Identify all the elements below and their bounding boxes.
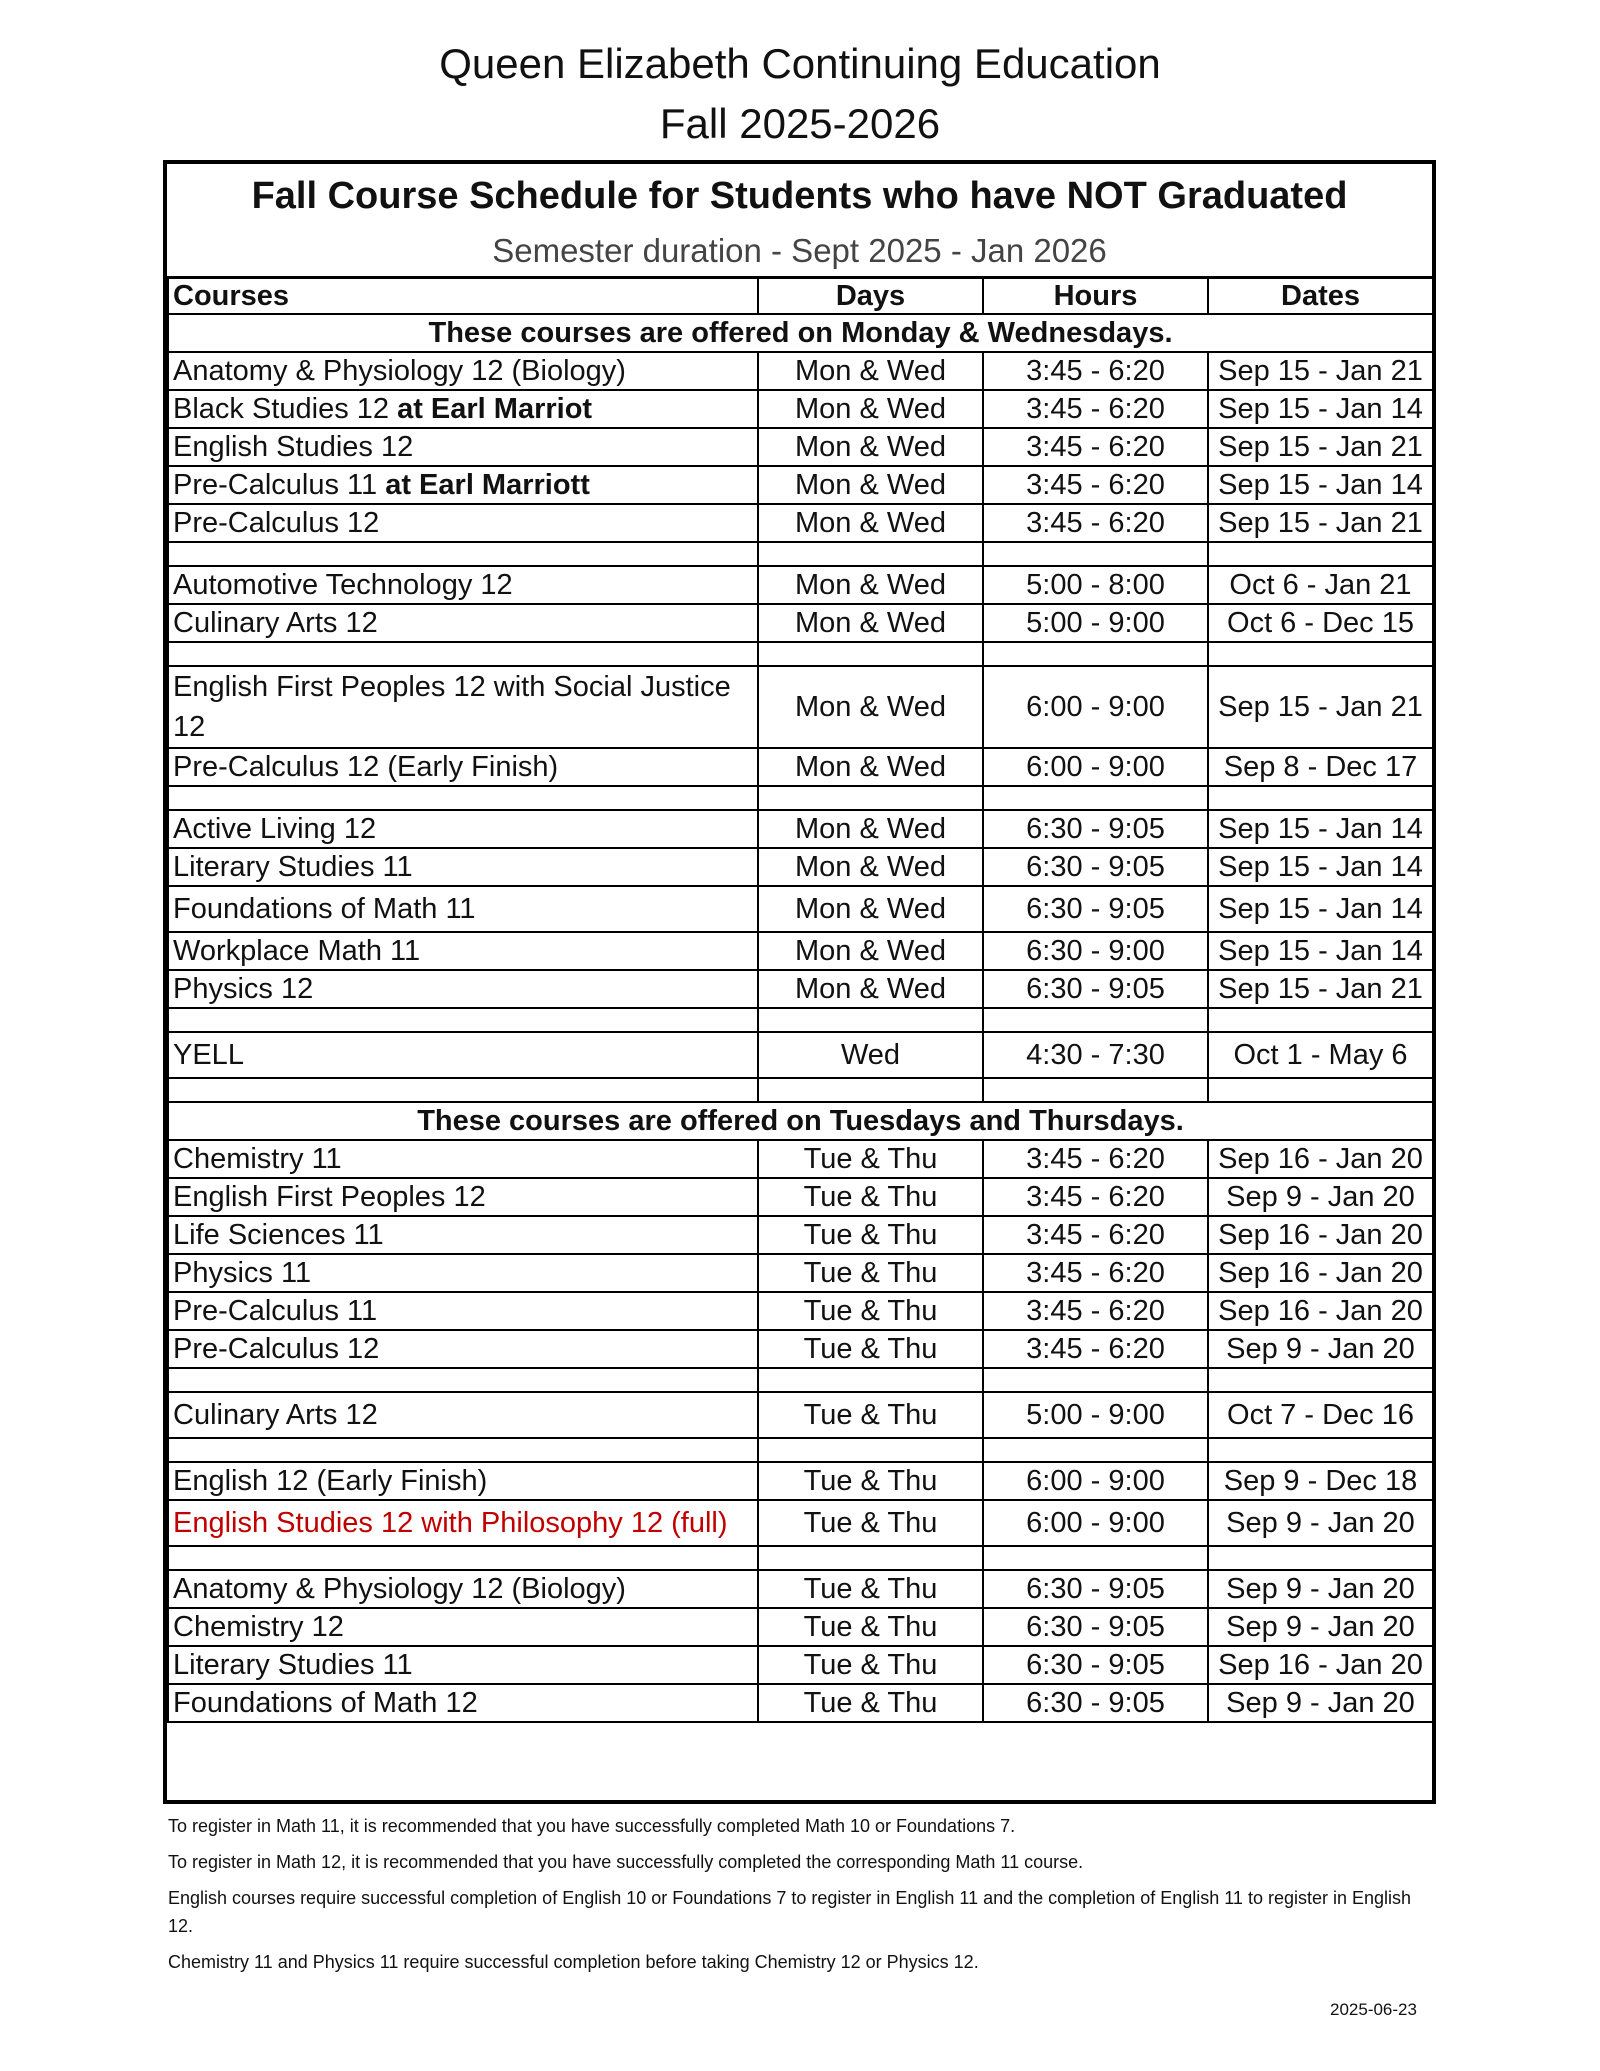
hours-cell: 6:00 - 9:00 [983, 1500, 1208, 1546]
table-row [168, 566, 1433, 604]
days-cell: Tue & Thu [758, 1392, 983, 1438]
hours-cell: 3:45 - 6:20 [983, 1216, 1208, 1254]
dates-cell: Oct 1 - May 6 [1208, 1032, 1433, 1078]
table-row [168, 1178, 1433, 1216]
dates-cell: Sep 15 - Jan 21 [1208, 504, 1433, 542]
hours-cell: 6:30 - 9:05 [983, 1570, 1208, 1608]
hours-cell: 4:30 - 7:30 [983, 1032, 1208, 1078]
column-header-dates: Dates [1208, 278, 1433, 315]
course-cell: Physics 12 [168, 970, 758, 1008]
days-cell: Tue & Thu [758, 1178, 983, 1216]
table-row [168, 1570, 1433, 1608]
dates-cell: Oct 6 - Jan 21 [1208, 566, 1433, 604]
course-name: Pre-Calculus 11 [173, 468, 386, 501]
dates-cell: Sep 9 - Dec 18 [1208, 1462, 1433, 1500]
dates-cell: Sep 9 - Jan 20 [1208, 1500, 1433, 1546]
dates-cell: Sep 16 - Jan 20 [1208, 1140, 1433, 1178]
days-cell: Tue & Thu [758, 1570, 983, 1608]
hours-cell: 6:30 - 9:05 [983, 1646, 1208, 1684]
hours-cell: 6:30 - 9:05 [983, 886, 1208, 932]
dates-cell: Sep 16 - Jan 20 [1208, 1216, 1433, 1254]
table-row [168, 1392, 1433, 1438]
dates-cell: Sep 9 - Jan 20 [1208, 1330, 1433, 1368]
table-row [168, 1330, 1433, 1368]
course-cell: YELL [168, 1032, 758, 1078]
hours-cell: 3:45 - 6:20 [983, 1140, 1208, 1178]
hours-cell: 6:00 - 9:00 [983, 1462, 1208, 1500]
table-row [168, 748, 1433, 786]
schedule-title: Fall Course Schedule for Students who have NOT Graduated [251, 175, 1348, 217]
table-row [168, 666, 1433, 748]
spacer-row [168, 1008, 1433, 1032]
note-math-11: To register in Math 11, it is recommended that you have successfully completed Math 10 or Foundations 7. [168, 1816, 1016, 1836]
course-cell-full: English Studies 12 with Philosophy 12 (full) [168, 1500, 758, 1546]
dates-cell: Sep 15 - Jan 21 [1208, 352, 1433, 390]
days-cell: Mon & Wed [758, 466, 983, 504]
days-cell: Mon & Wed [758, 566, 983, 604]
course-cell: English Studies 12 [168, 428, 758, 466]
days-cell: Mon & Wed [758, 604, 983, 642]
table-row [168, 1216, 1433, 1254]
table-row [168, 1032, 1433, 1078]
hours-cell: 3:45 - 6:20 [983, 1330, 1208, 1368]
course-cell: Chemistry 12 [168, 1608, 758, 1646]
course-cell: Active Living 12 [168, 810, 758, 848]
revision-date: 2025-06-23 [1330, 2000, 1417, 2019]
table-row [168, 886, 1433, 932]
hours-cell: 3:45 - 6:20 [983, 466, 1208, 504]
section-label: These courses are offered on Tuesdays and Thursdays. [168, 1102, 1433, 1140]
days-cell: Tue & Thu [758, 1646, 983, 1684]
spacer-row [168, 1078, 1433, 1102]
hours-cell: 5:00 - 9:00 [983, 1392, 1208, 1438]
note-english: English courses require successful completion of English 10 or Foundations 7 to register in English 11 and the completion of English 11 to register in English 12. [168, 1888, 1412, 1936]
course-cell: Culinary Arts 12 [168, 604, 758, 642]
table-row [168, 1608, 1433, 1646]
hours-cell: 6:30 - 9:05 [983, 1684, 1208, 1722]
days-cell: Mon & Wed [758, 352, 983, 390]
course-location: at Earl Marriot [397, 392, 593, 425]
section-header-mon-wed [168, 314, 1433, 352]
course-cell: Culinary Arts 12 [168, 1392, 758, 1438]
table-row [168, 428, 1433, 466]
spacer-row [168, 642, 1433, 666]
spacer-row [168, 542, 1433, 566]
table-row [168, 848, 1433, 886]
hours-cell: 6:00 - 9:00 [983, 748, 1208, 786]
dates-cell: Sep 9 - Jan 20 [1208, 1608, 1433, 1646]
hours-cell: 3:45 - 6:20 [983, 1178, 1208, 1216]
table-row [168, 604, 1433, 642]
course-cell: Physics 11 [168, 1254, 758, 1292]
course-cell: Foundations of Math 12 [168, 1684, 758, 1722]
spacer-row [168, 1546, 1433, 1570]
dates-cell: Sep 15 - Jan 14 [1208, 390, 1433, 428]
hours-cell: 3:45 - 6:20 [983, 390, 1208, 428]
table-row [168, 1684, 1433, 1722]
course-cell: Anatomy & Physiology 12 (Biology) [168, 1570, 758, 1608]
dates-cell: Sep 15 - Jan 14 [1208, 932, 1433, 970]
days-cell: Tue & Thu [758, 1462, 983, 1500]
days-cell: Tue & Thu [758, 1330, 983, 1368]
dates-cell: Sep 8 - Dec 17 [1208, 748, 1433, 786]
course-cell: English First Peoples 12 with Social Justice 12 [168, 666, 758, 748]
days-cell: Mon & Wed [758, 748, 983, 786]
table-row [168, 390, 1433, 428]
table-row [168, 1500, 1433, 1546]
days-cell: Mon & Wed [758, 886, 983, 932]
table-row [168, 466, 1433, 504]
table-row [168, 504, 1433, 542]
dates-cell: Sep 15 - Jan 14 [1208, 466, 1433, 504]
days-cell: Wed [758, 1032, 983, 1078]
table-row [168, 1292, 1433, 1330]
dates-cell: Sep 9 - Jan 20 [1208, 1684, 1433, 1722]
dates-cell: Sep 15 - Jan 21 [1208, 666, 1433, 748]
days-cell: Mon & Wed [758, 390, 983, 428]
dates-cell: Sep 9 - Jan 20 [1208, 1178, 1433, 1216]
course-cell: Pre-Calculus 12 [168, 1330, 758, 1368]
course-cell: Anatomy & Physiology 12 (Biology) [168, 352, 758, 390]
hours-cell: 3:45 - 6:20 [983, 1254, 1208, 1292]
hours-cell: 6:00 - 9:00 [983, 666, 1208, 748]
dates-cell: Sep 16 - Jan 20 [1208, 1254, 1433, 1292]
column-header-row [168, 278, 1433, 315]
schedule-box [163, 160, 1436, 1804]
days-cell: Mon & Wed [758, 932, 983, 970]
hours-cell: 5:00 - 8:00 [983, 566, 1208, 604]
dates-cell: Sep 15 - Jan 21 [1208, 428, 1433, 466]
semester-duration: Semester duration - Sept 2025 - Jan 2026 [492, 232, 1107, 269]
days-cell: Tue & Thu [758, 1684, 983, 1722]
table-row [168, 1140, 1433, 1178]
dates-cell: Sep 16 - Jan 20 [1208, 1292, 1433, 1330]
section-header-tue-thu [168, 1102, 1433, 1140]
days-cell: Mon & Wed [758, 970, 983, 1008]
days-cell: Mon & Wed [758, 810, 983, 848]
days-cell: Tue & Thu [758, 1216, 983, 1254]
footnotes [168, 1812, 1438, 1984]
course-cell: Foundations of Math 11 [168, 886, 758, 932]
hours-cell: 3:45 - 6:20 [983, 504, 1208, 542]
hours-cell: 6:30 - 9:00 [983, 932, 1208, 970]
dates-cell: Sep 15 - Jan 14 [1208, 886, 1433, 932]
days-cell: Tue & Thu [758, 1500, 983, 1546]
hours-cell: 3:45 - 6:20 [983, 428, 1208, 466]
course-cell: Pre-Calculus 12 (Early Finish) [168, 748, 758, 786]
column-header-courses: Courses [168, 278, 758, 315]
dates-cell: Oct 7 - Dec 16 [1208, 1392, 1433, 1438]
days-cell: Mon & Wed [758, 428, 983, 466]
column-header-hours: Hours [983, 278, 1208, 315]
dates-cell: Sep 9 - Jan 20 [1208, 1570, 1433, 1608]
dates-cell: Oct 6 - Dec 15 [1208, 604, 1433, 642]
course-cell: Literary Studies 11 [168, 848, 758, 886]
course-cell: Life Sciences 11 [168, 1216, 758, 1254]
hours-cell: 5:00 - 9:00 [983, 604, 1208, 642]
spacer-row [168, 1438, 1433, 1462]
days-cell: Mon & Wed [758, 666, 983, 748]
note-math-12: To register in Math 12, it is recommended that you have successfully completed the corresponding Math 11 course. [168, 1852, 1084, 1872]
course-cell: Pre-Calculus 12 [168, 504, 758, 542]
dates-cell: Sep 15 - Jan 14 [1208, 848, 1433, 886]
hours-cell: 6:30 - 9:05 [983, 970, 1208, 1008]
table-row [168, 810, 1433, 848]
days-cell: Tue & Thu [758, 1140, 983, 1178]
table-row [168, 1462, 1433, 1500]
dates-cell: Sep 16 - Jan 20 [1208, 1646, 1433, 1684]
course-cell: English First Peoples 12 [168, 1178, 758, 1216]
course-cell [168, 390, 758, 428]
table-row [168, 1646, 1433, 1684]
note-science: Chemistry 11 and Physics 11 require successful completion before taking Chemistry 12 or Physics 12. [168, 1952, 979, 1972]
schedule-table [167, 276, 1434, 1723]
section-label: These courses are offered on Monday & Wednesdays. [168, 314, 1433, 352]
course-cell [168, 466, 758, 504]
course-cell: Workplace Math 11 [168, 932, 758, 970]
days-cell: Tue & Thu [758, 1292, 983, 1330]
course-cell: Literary Studies 11 [168, 1646, 758, 1684]
page-subtitle: Fall 2025-2026 [659, 100, 941, 147]
course-location: at Earl Marriott [385, 468, 590, 501]
course-cell: Chemistry 11 [168, 1140, 758, 1178]
table-row [168, 1254, 1433, 1292]
hours-cell: 6:30 - 9:05 [983, 810, 1208, 848]
hours-cell: 3:45 - 6:20 [983, 352, 1208, 390]
table-row [168, 932, 1433, 970]
dates-cell: Sep 15 - Jan 21 [1208, 970, 1433, 1008]
spacer-row [168, 1368, 1433, 1392]
dates-cell: Sep 15 - Jan 14 [1208, 810, 1433, 848]
column-header-days: Days [758, 278, 983, 315]
course-cell: Pre-Calculus 11 [168, 1292, 758, 1330]
spacer-row [168, 786, 1433, 810]
days-cell: Tue & Thu [758, 1254, 983, 1292]
table-row [168, 970, 1433, 1008]
days-cell: Mon & Wed [758, 848, 983, 886]
hours-cell: 6:30 - 9:05 [983, 848, 1208, 886]
hours-cell: 6:30 - 9:05 [983, 1608, 1208, 1646]
days-cell: Tue & Thu [758, 1608, 983, 1646]
days-cell: Mon & Wed [758, 504, 983, 542]
course-cell: Automotive Technology 12 [168, 566, 758, 604]
course-cell: English 12 (Early Finish) [168, 1462, 758, 1500]
hours-cell: 3:45 - 6:20 [983, 1292, 1208, 1330]
page-title: Queen Elizabeth Continuing Education [439, 40, 1161, 87]
course-name: Black Studies 12 [173, 392, 398, 425]
table-row [168, 352, 1433, 390]
